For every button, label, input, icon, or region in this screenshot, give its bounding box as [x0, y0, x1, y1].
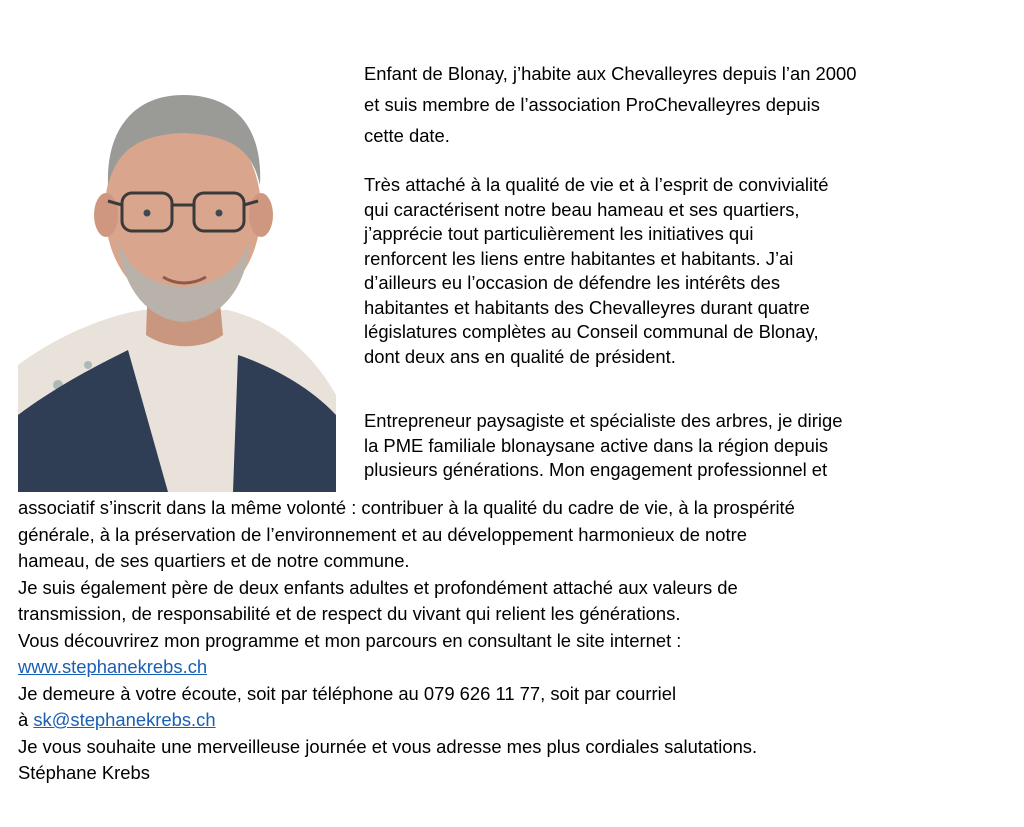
paragraph-line: j’apprécie tout particulièrement les initiatives qui — [364, 223, 754, 244]
paragraph-line: Entrepreneur paysagiste et spécialiste des arbres, je dirige — [364, 410, 843, 431]
website-line — [18, 654, 1008, 681]
email-line — [18, 707, 1008, 734]
paragraph-line: qui caractérisent notre beau hameau et ses quartiers, — [364, 198, 800, 220]
body-line: Je vous souhaite une merveilleuse journée et vous adresse mes plus cordiales salutations. — [18, 735, 758, 757]
paragraph-line: renforcent les liens entre habitantes et habitants. J’ai — [364, 247, 794, 269]
body-line: générale, à la préservation de l’environnement et au développement harmonieux de notre — [18, 523, 747, 545]
body-line: transmission, de responsabilité et de respect du vivant qui relient les générations. — [18, 603, 681, 624]
email-link[interactable]: sk@stephanekrebs.ch — [33, 709, 216, 730]
body-line: Vous découvrirez mon programme et mon parcours en consultant le site internet : — [18, 629, 682, 651]
intro-line: Enfant de Blonay, j’habite aux Chevalleyres depuis l’an 2000 — [364, 63, 857, 84]
portrait-photo — [18, 65, 336, 492]
intro-line: cette date. — [364, 125, 450, 146]
paragraph-line: la PME familiale blonaysane active dans la région depuis — [364, 434, 829, 456]
website-link[interactable]: www.stephanekrebs.ch — [18, 656, 208, 677]
signature: Stéphane Krebs — [18, 762, 150, 783]
paragraph-line: Très attaché à la qualité de vie et à l’esprit de convivialité — [364, 174, 829, 195]
attachment-paragraph — [364, 173, 964, 369]
body-line: Je suis également père de deux enfants adultes et profondément attaché aux valeurs de — [18, 576, 738, 598]
body-line: associatif s’inscrit dans la même volonté : contribuer à la qualité du cadre de vie, à la prospérité — [18, 497, 795, 518]
paragraph-line: habitantes et habitants des Chevalleyres durant quatre — [364, 296, 810, 318]
body-text — [18, 495, 1008, 787]
body-line: hameau, de ses quartiers et de notre commune. — [18, 550, 410, 571]
body-line: Je demeure à votre écoute, soit par téléphone au 079 626 11 77, soit par courriel — [18, 682, 677, 704]
email-prefix: à — [18, 709, 34, 730]
paragraph-line: plusieurs générations. Mon engagement professionnel et — [364, 459, 828, 480]
entrepreneur-paragraph — [364, 409, 964, 483]
paragraph-line: d’ailleurs eu l’occasion de défendre les intérêts des — [364, 272, 781, 293]
paragraph-line: législatures complètes au Conseil communal de Blonay, — [364, 321, 819, 342]
intro-line: et suis membre de l’association ProChevalleyres depuis — [364, 94, 820, 115]
paragraph-line: dont deux ans en qualité de président. — [364, 345, 676, 367]
intro-paragraph — [364, 58, 964, 151]
